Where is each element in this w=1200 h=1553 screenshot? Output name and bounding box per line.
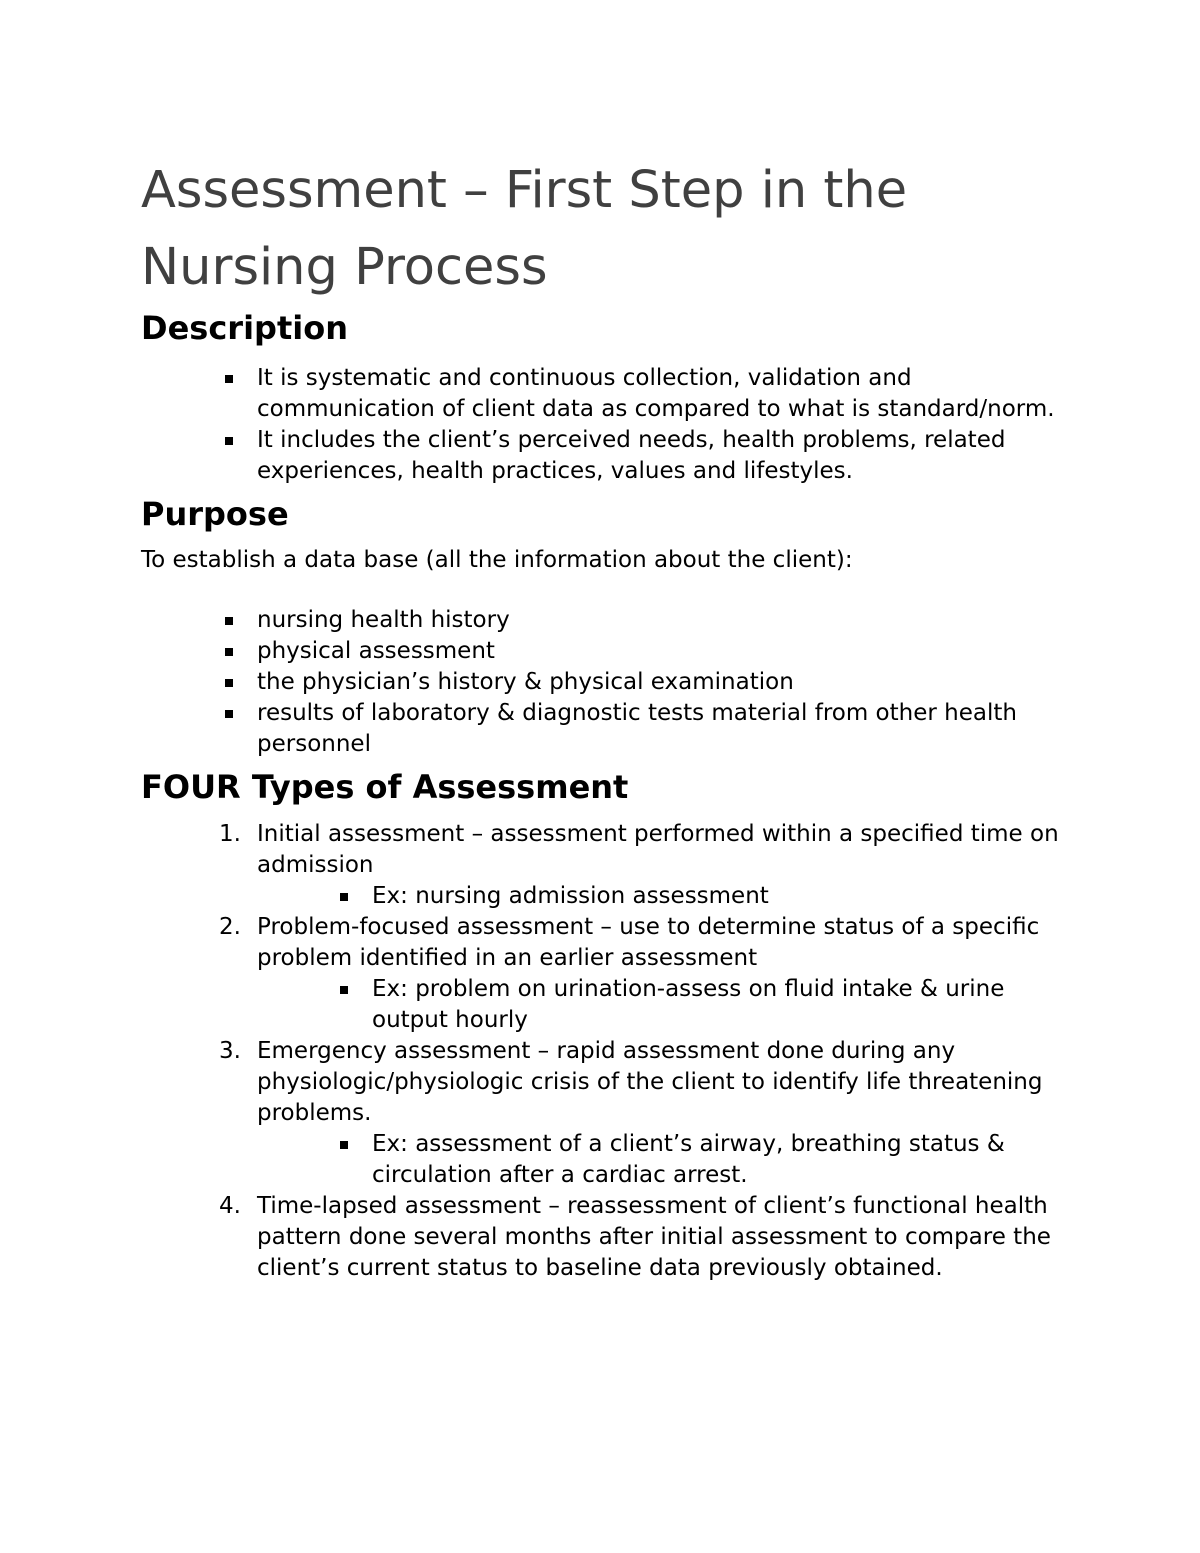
list-item-text: nursing health history <box>257 607 510 633</box>
example-item <box>141 1129 1066 1191</box>
list-item <box>141 605 1066 636</box>
numbered-item <box>141 1191 1066 1284</box>
item-number: 4. <box>219 1193 241 1219</box>
square-bullet-icon <box>225 679 233 687</box>
square-bullet-icon <box>340 986 348 994</box>
numbered-item-text: Problem-focused assessment – use to determine status of a specific problem identified in an earlier assessment <box>257 914 1040 971</box>
purpose-list <box>141 605 1066 760</box>
document-title: Assessment – First Step in the Nursing Process <box>141 161 908 297</box>
item-number: 3. <box>219 1038 241 1064</box>
item-number: 1. <box>219 821 241 847</box>
numbered-item-text: Time-lapsed assessment – reassessment of client’s functional health pattern done several months after initial assessment to compare the client’s current status to baseline data previously obtained. <box>257 1193 1051 1281</box>
numbered-item <box>141 1036 1066 1129</box>
square-bullet-icon <box>340 893 348 901</box>
list-item <box>141 698 1066 760</box>
list-item-text: results of laboratory & diagnostic tests material from other health personnel <box>257 700 1017 757</box>
square-bullet-icon <box>225 437 233 445</box>
example-item <box>141 881 1066 912</box>
square-bullet-icon <box>340 1141 348 1149</box>
square-bullet-icon <box>225 375 233 383</box>
example-text: Ex: assessment of a client’s airway, breathing status & circulation after a cardiac arrest. <box>372 1131 1005 1188</box>
section-heading-types: FOUR Types of Assessment <box>141 768 629 806</box>
numbered-item-text: Initial assessment – assessment performed within a specified time on admission <box>257 821 1059 878</box>
item-number: 2. <box>219 914 241 940</box>
list-item-text: It is systematic and continuous collection, validation and communication of client data as compared to what is standard/norm. <box>257 365 1055 422</box>
list-item <box>141 667 1066 698</box>
list-item-text: the physician’s history & physical examination <box>257 669 794 695</box>
numbered-item-text: Emergency assessment – rapid assessment done during any physiologic/physiologic crisis of the client to identify life threatening problems. <box>257 1038 1043 1126</box>
description-list <box>141 363 1066 487</box>
square-bullet-icon <box>225 710 233 718</box>
purpose-intro: To establish a data base (all the information about the client): <box>141 547 853 573</box>
numbered-item <box>141 912 1066 974</box>
list-item <box>141 636 1066 667</box>
square-bullet-icon <box>225 617 233 625</box>
list-item <box>141 425 1066 487</box>
list-item-text: physical assessment <box>257 638 495 664</box>
document-page <box>141 152 1066 1284</box>
section-heading-purpose: Purpose <box>141 495 289 533</box>
example-text: Ex: nursing admission assessment <box>372 883 769 909</box>
list-item <box>141 363 1066 425</box>
example-text: Ex: problem on urination-assess on fluid intake & urine output hourly <box>372 976 1005 1033</box>
section-heading-description: Description <box>141 309 348 347</box>
list-item-text: It includes the client’s perceived needs, health problems, related experiences, health practices, values and lifestyles. <box>257 427 1006 484</box>
types-list <box>141 819 1066 1284</box>
square-bullet-icon <box>225 648 233 656</box>
numbered-item <box>141 819 1066 881</box>
example-item <box>141 974 1066 1036</box>
